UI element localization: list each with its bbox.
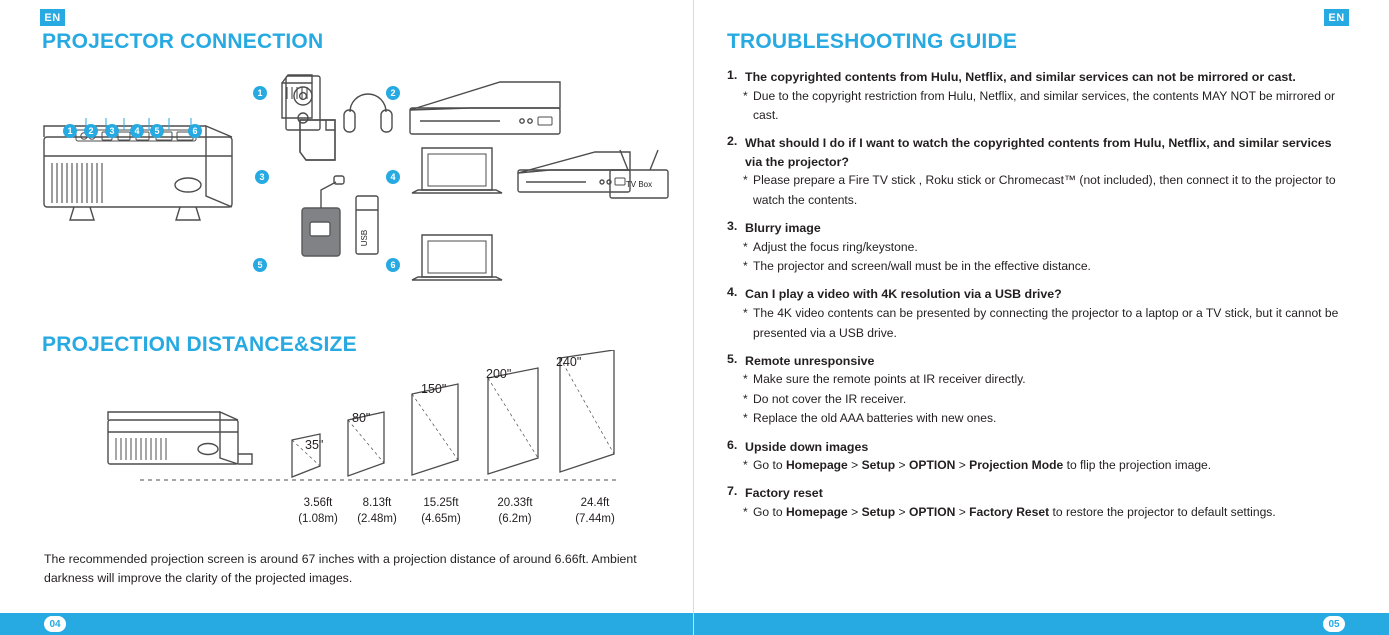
port-number-2: 2: [84, 124, 98, 138]
troubleshooting-item: [727, 68, 1352, 126]
language-badge-left: EN: [40, 9, 65, 26]
bullet-star-icon: *: [743, 391, 748, 406]
footer-bar-right: [694, 613, 1389, 635]
troubleshooting-item-index: 2.: [727, 134, 738, 149]
troubleshooting-list: [727, 68, 1352, 531]
bullet-star-icon: *: [743, 259, 748, 274]
usb-label: USB: [360, 229, 369, 247]
tv-box-label: TV Box: [625, 180, 653, 189]
section-title-projection-distance: PROJECTION DISTANCE&SIZE: [42, 333, 357, 356]
device-number-5: 5: [253, 258, 267, 272]
page-divider: [693, 0, 694, 635]
projection-caption: The recommended projection screen is around 67 inches with a projection distance of around 6.66ft. Ambient darkness will improve the clarity of the projected images.: [44, 552, 637, 586]
port-number-6: 6: [188, 124, 202, 138]
troubleshooting-item: [727, 285, 1352, 343]
device-number-4: 4: [386, 170, 400, 184]
port-number-1: 1: [63, 124, 77, 138]
distance-meters-2: (2.48m): [357, 512, 397, 525]
distance-label-3: [406, 496, 476, 527]
troubleshooting-item: [727, 484, 1352, 522]
section-title-projector-connection: PROJECTOR CONNECTION: [42, 30, 324, 53]
troubleshooting-question: Blurry image: [745, 221, 821, 236]
troubleshooting-answer-text: Go to Homepage > Setup > OPTION > Factory Reset to restore the projector to default settings.: [753, 504, 1276, 519]
bullet-star-icon: *: [743, 173, 748, 188]
troubleshooting-answer: [727, 304, 1352, 343]
troubleshooting-item-index: 6.: [727, 437, 738, 452]
troubleshooting-question: The copyrighted contents from Hulu, Netflix, and similar services can not be mirrored or cast.: [745, 70, 1296, 84]
bullet-star-icon: *: [743, 504, 748, 519]
bullet-star-icon: *: [743, 306, 748, 321]
distance-feet-3: 15.25ft: [423, 497, 459, 509]
troubleshooting-answer: [727, 87, 1352, 126]
troubleshooting-answer: [727, 171, 1352, 210]
troubleshooting-answer: [727, 390, 1352, 410]
page-number-right: 05: [1323, 616, 1345, 632]
troubleshooting-answer: [727, 409, 1352, 429]
troubleshooting-answer: [727, 257, 1352, 277]
troubleshooting-item-index: 7.: [727, 484, 738, 499]
screen-size-label-5: 240": [556, 355, 582, 369]
page-left: [0, 0, 694, 635]
bullet-star-icon: *: [743, 372, 748, 387]
screen-size-label-4: 200": [486, 367, 512, 381]
distance-feet-2: 8.13ft: [362, 497, 392, 509]
distance-label-2: [342, 496, 412, 527]
troubleshooting-answer: [727, 370, 1352, 390]
troubleshooting-answer-text: Replace the old AAA batteries with new ones.: [753, 411, 997, 426]
troubleshooting-answer-text: The projector and screen/wall must be in the effective distance.: [753, 259, 1091, 274]
troubleshooting-item: [727, 438, 1352, 476]
troubleshooting-item: [727, 219, 1352, 277]
troubleshooting-answer-text: Make sure the remote points at IR receiver directly.: [753, 372, 1026, 387]
bullet-star-icon: *: [743, 458, 748, 473]
troubleshooting-item: [727, 134, 1352, 210]
distance-feet-5: 24.4ft: [580, 497, 610, 509]
troubleshooting-item-index: 5.: [727, 351, 738, 366]
distance-meters-5: (7.44m): [575, 512, 615, 525]
bullet-star-icon: *: [743, 239, 748, 254]
screen-size-label-3: 150": [421, 382, 447, 396]
troubleshooting-answer-text: Go to Homepage > Setup > OPTION > Projection Mode to flip the projection image.: [753, 458, 1212, 473]
port-number-5: 5: [150, 124, 164, 138]
page-number-left: 04: [44, 616, 66, 632]
distance-meters-4: (6.2m): [498, 512, 532, 525]
distance-meters-1: (1.08m): [298, 512, 338, 525]
footer-bar-left: [0, 613, 694, 635]
troubleshooting-question: Remote unresponsive: [745, 353, 875, 368]
troubleshooting-question: Upside down images: [745, 439, 869, 454]
troubleshooting-answer: [727, 238, 1352, 258]
troubleshooting-question: Factory reset: [745, 486, 823, 501]
troubleshooting-answer-text: Please prepare a Fire TV stick , Roku stick or Chromecast™ (not included), then connect it to the projector to watch the contents.: [753, 173, 1336, 208]
troubleshooting-item-index: 3.: [727, 219, 738, 234]
device-number-6: 6: [386, 258, 400, 272]
distance-feet-4: 20.33ft: [497, 497, 533, 509]
port-number-4: 4: [130, 124, 144, 138]
distance-feet-1: 3.56ft: [303, 497, 333, 509]
device-number-1: 1: [253, 86, 267, 100]
bullet-star-icon: *: [743, 88, 748, 103]
projector-connection-diagram: [30, 60, 670, 310]
section-title-troubleshooting: TROUBLESHOOTING GUIDE: [727, 30, 1018, 53]
troubleshooting-answer-text: Adjust the focus ring/keystone.: [753, 239, 918, 254]
troubleshooting-question: What should I do if I want to watch the copyrighted contents from Hulu, Netflix, and similar services via the projector?: [745, 136, 1332, 169]
troubleshooting-item: [727, 352, 1352, 429]
troubleshooting-answer-text: The 4K video contents can be presented by connecting the projector to a laptop or a TV stick, but it cannot be presented via a USB drive.: [753, 306, 1339, 340]
troubleshooting-answer: [727, 503, 1352, 523]
troubleshooting-answer-text: Do not cover the IR receiver.: [753, 391, 907, 406]
device-number-3: 3: [255, 170, 269, 184]
distance-label-4: [480, 496, 550, 527]
distance-meters-3: (4.65m): [421, 512, 461, 525]
screen-size-label-2: 80": [352, 411, 371, 425]
device-number-2: 2: [386, 86, 400, 100]
language-badge-right: EN: [1324, 9, 1349, 26]
distance-label-5: [560, 496, 630, 527]
troubleshooting-question: Can I play a video with 4K resolution via a USB drive?: [745, 287, 1062, 302]
bullet-star-icon: *: [743, 411, 748, 426]
troubleshooting-item-index: 4.: [727, 285, 738, 300]
port-number-3: 3: [105, 124, 119, 138]
troubleshooting-answer-text: Due to the copyright restriction from Hulu, Netflix, and similar services, the contents MAY NOT be mirrored or cast.: [753, 88, 1336, 123]
troubleshooting-item-index: 1.: [727, 68, 738, 82]
troubleshooting-answer: [727, 456, 1352, 476]
screen-size-label-1: 35": [305, 438, 324, 452]
